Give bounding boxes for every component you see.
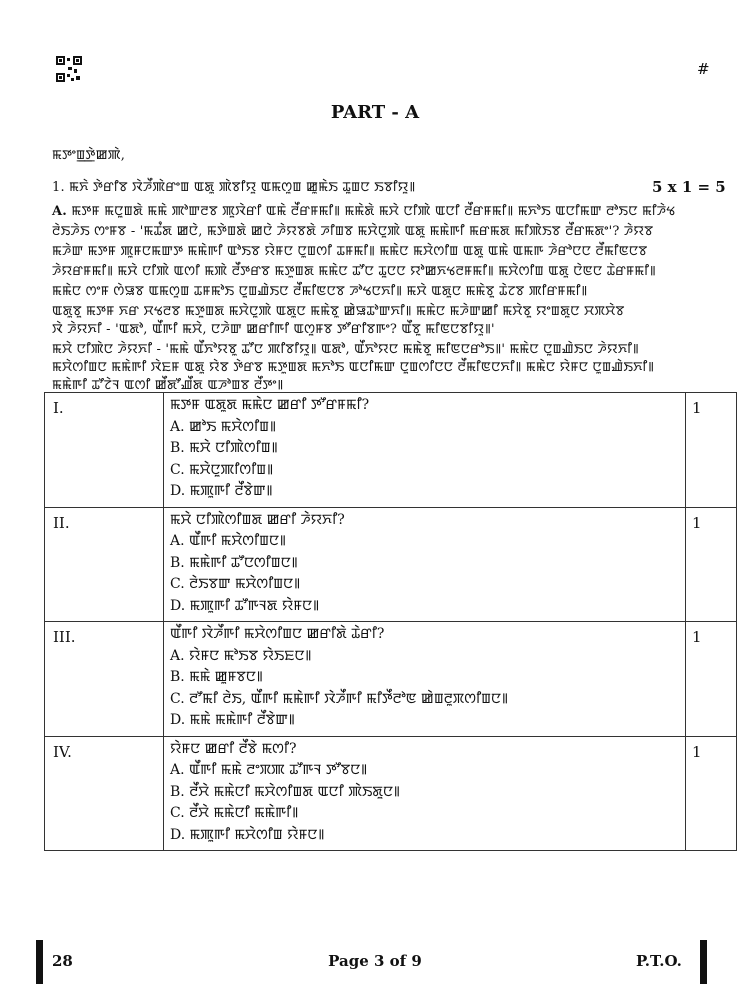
question-mark: 1 [686,393,737,508]
question-body [164,622,686,737]
question-row [45,507,737,622]
question-mark: 1 [686,736,737,851]
option-b: B. ꯂꯩꯆꯥ ꯃꯃꯥꯅꯤ ꯃꯆꯥꯁꯤꯡꯗ ꯑꯅꯤ ꯄꯥꯏꯗꯨꯅ꯫ [170,783,400,800]
passage-line-3: ꯃꯍꯥꯛ ꯃꯇꯝ ꯄꯨꯝꯅꯃꯛꯇ ꯃꯃꯥꯒꯤ ꯑꯣꯏꯕ ꯌꯥꯝꯅ ꯅꯨꯡꯁꯤ ꯊꯝꯃꯤ꯫ ꯃꯃꯥꯅ ꯃꯆꯥꯁꯤꯡ ꯑꯗꯨ ꯑꯃꯥ ꯑꯃꯒ ꯍꯥꯔꯣꯅꯅ ꯂꯩꯃꯤꯟꯅꯕ [52,244,648,259]
footer-code: 28 [52,952,73,970]
question-stem: ꯑꯩꯒꯤ ꯋꯥꯍꯩꯒꯤ ꯃꯆꯥꯁꯤꯡꯅ ꯀꯔꯤꯗꯥ ꯊꯥꯔꯤ? [170,626,385,642]
question-1-prompt: 1. ꯃꯈꯥ ꯇꯥꯔꯤꯕ ꯋꯥꯍꯩꯄꯥꯔꯦꯡ ꯑꯗꯨ ꯄꯥꯕꯤꯌꯨ ꯑꯃꯁꯨꯡ ꯀꯨꯃꯥꯏ ꯊꯨꯡꯅ ꯏꯕꯤꯌꯨ꯫ [52,180,416,195]
option-b: B. ꯃꯃꯥꯒꯤ ꯊꯧꯅꯁꯤꯡꯅ꯫ [170,554,298,571]
option-b: B. ꯃꯃꯥ ꯀꯨꯝꯕꯅ꯫ [170,669,263,685]
question-row [45,622,737,737]
question-row [45,736,737,851]
qr-code-icon [56,56,82,82]
option-c: C. ꯂꯥꯏꯕꯛ ꯃꯆꯥꯁꯤꯡꯅ꯫ [170,576,301,592]
question-mark: 1 [686,622,737,737]
passage-line-5: ꯃꯃꯥꯅ ꯁꯦꯝ ꯁꯥꯎꯕ ꯑꯃꯁꯨꯡ ꯊꯝꯃꯣꯏ ꯅꯨꯡꯉꯥꯏꯅ ꯂꯩꯃꯤꯟꯅꯕ ꯍꯣꯠꯅꯈꯤ꯫ ꯃꯆꯥ ꯑꯗꯨꯅ ꯃꯃꯥꯕꯨ ꯊꯥꯖꯕ ꯄꯤꯔꯝꯃꯤ꯫ [52,284,588,299]
option-a: A. ꯑꯩꯒꯤ ꯃꯃꯥ ꯂꯦꯞꯄ ꯊꯧꯒꯜ ꯇꯧꯕꯅ꯫ [170,762,368,778]
section-heading: ꯃꯇꯦꯡ꯭ꯇꯥꯀꯄꯥ, [52,148,126,163]
passage-line-4: ꯍꯥꯌꯔꯝꯃꯤ꯫ ꯃꯆꯥ ꯅꯤꯄꯥ ꯑꯁꯤ ꯃꯄꯥ ꯂꯩꯇꯔꯕ ꯃꯇꯨꯡꯗ ꯃꯃꯥꯅ ꯊꯧꯅ ꯊꯨꯅꯅ ꯌꯣꯀꯈꯠꯂꯝꯃꯤ꯫ ꯃꯆꯥꯁꯤꯡ ꯑꯗꯨ ꯅꯥꯟꯅ ꯊꯥꯔꯝꯃꯤ꯫ [52,264,656,279]
option-a: A. ꯀꯣꯏ ꯃꯆꯥꯁꯤꯡ꯫ [170,418,277,435]
option-d: D. ꯃꯄꯨꯒꯤ ꯂꯩꯕꯥꯛ꯫ [170,483,273,499]
question-number: II. [45,507,164,622]
passage-line-7: ꯋꯥ ꯍꯥꯌꯈꯤ - 'ꯑꯗꯣ, ꯑꯩꯒꯤ ꯃꯆꯥ, ꯅꯍꯥꯛ ꯀꯔꯤꯒꯤ ꯑꯁꯨꯝꯕ ꯇꯧꯔꯤꯕꯒꯦ? ꯑꯩꯕꯨ ꯃꯤꯟꯅꯕꯤꯌꯨ꯫' [52,322,495,337]
question-stem: ꯃꯆꯥ ꯅꯤꯄꯥꯁꯤꯡꯗ ꯀꯔꯤ ꯍꯥꯌꯈꯤ? [170,511,345,528]
question-number: IV. [45,736,164,851]
question-body [164,736,686,851]
passage-line-1: A. ꯃꯇꯝ ꯃꯅꯨꯡꯗꯥ ꯃꯃꯥ ꯄꯣꯛꯂꯕ ꯄꯨꯋꯥꯔꯤ ꯑꯃꯥ ꯂꯩꯔꯝꯃꯤ꯫ ꯃꯃꯥꯗꯥ ꯃꯆꯥ ꯅꯤꯄꯥ ꯑꯅꯤ ꯂꯩꯔꯝꯃꯤ꯫ ꯃꯈꯣꯏ ꯑꯅꯤꯃꯛ ꯂꯣꯏꯅ ꯃꯤꯍꯥꯠ [52,204,676,219]
question-body [164,507,686,622]
option-c: C. ꯂꯧꯃꯤ ꯂꯥꯏ, ꯑꯩꯒꯤ ꯃꯃꯥꯒꯤ ꯋꯥꯍꯩꯒꯤ ꯃꯤꯇꯩꯂꯣꯟ ꯀꯥꯡꯂꯨꯞꯁꯤꯡꯅ꯫ [170,690,509,707]
question-row [45,393,737,508]
questions-table [44,392,737,851]
question-mark: 1 [686,507,737,622]
option-a: A. ꯌꯥꯝꯅ ꯃꯣꯏꯕ ꯌꯥꯏꯐꯅ꯫ [170,647,312,664]
question-number: I. [45,393,164,508]
option-a: A. ꯑꯩꯒꯤ ꯃꯆꯥꯁꯤꯡꯅ꯫ [170,533,287,549]
footer-pto: P.T.O. [636,952,682,970]
question-stem: ꯃꯇꯝ ꯑꯗꯨꯗ ꯃꯃꯥꯅ ꯀꯔꯤ ꯇꯧꯔꯝꯃꯤ? [170,397,370,413]
option-d: D. ꯃꯄꯨꯒꯤ ꯃꯆꯥꯁꯤꯡ ꯌꯥꯝꯅ꯫ [170,826,325,843]
passage-line-6: ꯑꯗꯨꯕꯨ ꯃꯇꯝ ꯈꯔ ꯆꯠꯂꯕ ꯃꯇꯨꯡꯗ ꯃꯆꯥꯅꯨꯄꯥ ꯑꯗꯨꯅ ꯃꯃꯥꯕꯨ ꯀꯥꯎꯊꯣꯛꯈꯤ꯫ ꯃꯃꯥꯅ ꯃꯍꯥꯛꯀꯤ ꯃꯆꯥꯕꯨ ꯌꯦꯡꯗꯨꯅ ꯆꯞꯆꯥꯕ [52,304,625,319]
question-stem: ꯌꯥꯝꯅ ꯀꯔꯤ ꯂꯩꯕꯥ ꯃꯁꯤ? [170,740,297,757]
passage-line-9: ꯃꯆꯥꯁꯤꯡꯅ ꯃꯃꯥꯒꯤ ꯋꯥꯐꯝ ꯑꯗꯨ ꯌꯥꯕ ꯇꯥꯔꯕ ꯃꯇꯨꯡꯗ ꯃꯈꯣꯏ ꯑꯅꯤꯃꯛ ꯅꯨꯡꯁꯤꯅꯅ ꯂꯩꯃꯤꯟꯅꯈꯤ꯫ ꯃꯃꯥꯅ ꯌꯥꯝꯅ ꯅꯨꯡꯉꯥꯏꯈꯤ꯫ [52,360,655,375]
passage-line-2: ꯂꯥꯏꯍꯥꯏ ꯁꯦꯝꯕ - 'ꯃꯊꯪꯗ ꯀꯅꯥ, ꯃꯇꯥꯡꯗꯥ ꯀꯅꯥ ꯍꯥꯌꯕꯗꯥ ꯍꯤꯡꯕ ꯃꯆꯥꯅꯨꯄꯥ ꯑꯗꯨ ꯃꯃꯥꯒꯤ ꯃꯔꯃꯗ ꯃꯤꯄꯥꯏꯕ ꯂꯩꯔꯃꯗꯦ'? ꯍꯥꯌꯕ [52,224,654,239]
option-d: D. ꯃꯃꯥ ꯃꯃꯥꯒꯤ ꯂꯩꯕꯥꯛ꯫ [170,712,295,728]
passage-line-10: ꯃꯃꯥꯒꯤ ꯊꯧꯖꯥꯜ ꯑꯁꯤ ꯀꯩꯗꯧꯉꯩꯗ ꯑꯍꯣꯡꯕ ꯂꯩꯇꯦ꯫ [52,378,284,393]
question-1-marks: 5 x 1 = 5 [652,178,726,196]
option-d: D. ꯃꯄꯨꯒꯤ ꯊꯧꯒꯜꯗ ꯌꯥꯝꯅ꯫ [170,597,320,614]
passage-label: A. [52,204,68,219]
footer-page-number: Page 3 of 9 [328,952,422,970]
option-c: C. ꯂꯩꯆꯥ ꯃꯃꯥꯅꯤ ꯃꯃꯥꯒꯤ꯫ [170,805,299,821]
part-title: PART - A [330,102,420,123]
question-body [164,393,686,508]
option-c: C. ꯃꯆꯥꯅꯨꯄꯤꯁꯤꯡ꯫ [170,461,274,478]
option-b: B. ꯃꯆꯥ ꯅꯤꯄꯥꯁꯤꯡ꯫ [170,440,278,456]
corner-mark: # [697,60,710,78]
question-number: III. [45,622,164,737]
passage-line-8: ꯃꯆꯥ ꯅꯤꯄꯥꯅ ꯍꯥꯌꯈꯤ - 'ꯃꯃꯥ ꯑꯩꯈꯣꯌꯕꯨ ꯊꯧꯅ ꯄꯤꯕꯤꯌꯨ꯫ ꯑꯗꯣ, ꯑꯩꯈꯣꯌꯅ ꯃꯃꯥꯕꯨ ꯃꯤꯟꯅꯔꯣꯏ꯫' ꯃꯃꯥꯅ ꯅꯨꯡꯉꯥꯏꯅ ꯍꯥꯌꯈꯤ꯫ [52,342,639,357]
